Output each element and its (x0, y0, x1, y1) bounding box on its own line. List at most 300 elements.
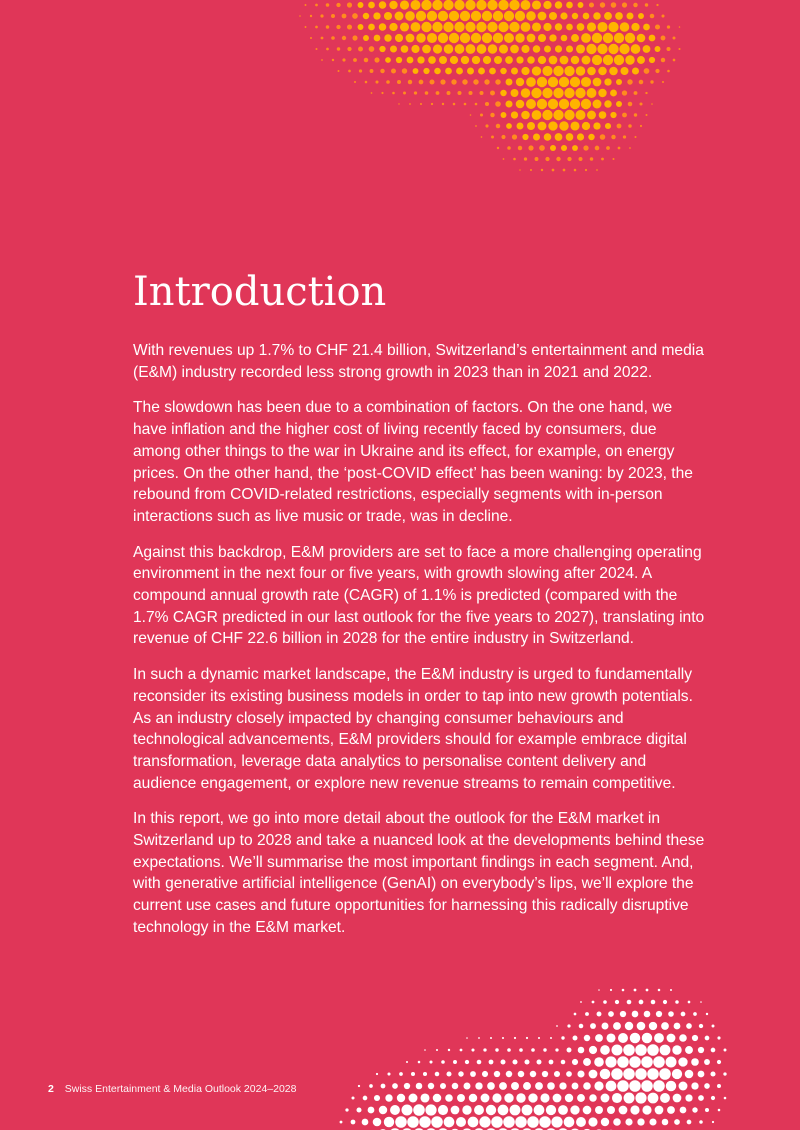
halftone-dot (351, 1120, 356, 1125)
halftone-dot (336, 3, 340, 7)
halftone-dot (447, 91, 451, 95)
halftone-dot (374, 57, 379, 62)
halftone-dot (576, 1117, 586, 1127)
halftone-dot (600, 2, 605, 7)
halftone-dot (542, 66, 552, 76)
halftone-dot (604, 78, 611, 85)
halftone-dot (472, 56, 480, 64)
halftone-dot (543, 23, 551, 31)
halftone-dot (431, 1116, 443, 1128)
halftone-dot (384, 1117, 394, 1127)
halftone-dot (610, 112, 616, 118)
halftone-dot (462, 79, 467, 84)
halftone-dot (578, 2, 584, 8)
halftone-dot (326, 3, 330, 7)
halftone-dot (433, 44, 442, 53)
halftone-dot (659, 1068, 671, 1080)
halftone-dot (381, 1084, 386, 1089)
halftone-dot (387, 1072, 390, 1075)
halftone-dot (587, 22, 596, 31)
halftone-dot (413, 1104, 425, 1116)
halftone-dot (460, 33, 470, 43)
halftone-dot (515, 11, 525, 21)
halftone-dot (540, 1093, 549, 1102)
halftone-dot (655, 69, 659, 73)
halftone-dot (494, 56, 502, 64)
halftone-dot (655, 1106, 664, 1115)
halftone-dot (488, 44, 497, 53)
halftone-dot (658, 989, 661, 992)
halftone-dot (601, 1118, 609, 1126)
halftone-dot (538, 34, 546, 42)
halftone-dot (416, 33, 425, 42)
halftone-dot (634, 113, 637, 116)
halftone-dot (337, 70, 339, 72)
halftone-dot (487, 1082, 495, 1090)
halftone-dot (587, 111, 596, 120)
halftone-dot (717, 1084, 721, 1088)
halftone-dot (581, 77, 591, 87)
halftone-dot (577, 1070, 584, 1077)
halftone-dot (397, 80, 401, 84)
halftone-dot (504, 1093, 513, 1102)
halftone-dot (595, 1106, 603, 1114)
halftone-dot (634, 91, 638, 95)
halftone-dot (484, 79, 489, 84)
halftone-dot (550, 1037, 552, 1039)
halftone-dot (632, 1011, 639, 1018)
halftone-dot (533, 133, 540, 140)
halftone-dot (611, 1068, 623, 1080)
halftone-dot (395, 34, 403, 42)
halftone-dot (651, 1000, 656, 1005)
halftone-dot (479, 1116, 490, 1127)
halftone-dot (649, 35, 656, 42)
halftone-dot (498, 1105, 509, 1116)
halftone-dot (693, 1012, 697, 1016)
halftone-dot (586, 44, 596, 54)
halftone-dot (438, 33, 448, 43)
halftone-dot (645, 3, 648, 6)
halftone-dot (470, 1071, 476, 1077)
halftone-dot (616, 101, 622, 107)
halftone-dot (559, 121, 568, 130)
halftone-dot (623, 135, 626, 138)
halftone-dot (432, 22, 442, 32)
halftone-dot (639, 102, 642, 105)
halftone-dot (622, 2, 627, 7)
halftone-dot (489, 68, 496, 75)
halftone-dot (454, 0, 464, 10)
halftone-dot (503, 158, 505, 160)
halftone-dot (559, 77, 569, 87)
halftone-dots-bottom (334, 989, 727, 1130)
halftone-dot (389, 1, 397, 9)
halftone-dot (532, 66, 541, 75)
halftone-dot (629, 147, 631, 149)
halftone-dot (547, 1082, 555, 1090)
halftone-dot (600, 1069, 611, 1080)
halftone-dot (645, 92, 647, 94)
halftone-dot (498, 22, 508, 32)
halftone-dot (379, 1106, 387, 1114)
halftone-dot (619, 44, 629, 54)
halftone-dot (650, 14, 655, 19)
halftone-dot (442, 103, 444, 105)
halftone-dot (582, 56, 591, 65)
halftone-dot (481, 1094, 490, 1103)
halftone-dot (543, 1048, 546, 1051)
halftone-dot (441, 1060, 445, 1064)
halftone-dot (424, 1049, 426, 1051)
halftone-dot (571, 34, 579, 42)
halftone-dot (724, 1097, 727, 1100)
halftone-dot (526, 99, 536, 109)
halftone-dot (537, 99, 547, 109)
halftone-dot (440, 79, 445, 84)
halftone-dot (395, 1116, 407, 1128)
halftone-dot (718, 1109, 721, 1112)
halftone-dot (505, 100, 512, 107)
halftone-dot (495, 79, 500, 84)
halftone-dot (460, 11, 470, 21)
halftone-dot (487, 0, 497, 10)
halftone-dot (416, 1083, 423, 1090)
halftone-dot (538, 122, 547, 131)
halftone-dot (617, 124, 622, 129)
halftone-dot (704, 1059, 710, 1065)
halftone-dot (443, 22, 453, 32)
halftone-dot (698, 1071, 705, 1078)
halftone-dot (604, 12, 612, 20)
halftone-dot (575, 110, 585, 120)
halftone-dot (405, 11, 415, 21)
halftone-dot (615, 12, 623, 20)
halftone-dot (613, 1118, 621, 1126)
halftone-dot (531, 88, 541, 98)
halftone-dot (527, 34, 536, 43)
halftone-dot (597, 1012, 602, 1017)
halftone-dot (558, 1105, 568, 1115)
halftone-dot (553, 66, 563, 76)
halftone-dot (433, 1094, 442, 1103)
halftone-dot (603, 1000, 607, 1004)
halftone-dot (352, 35, 357, 40)
halftone-dot (667, 70, 670, 73)
halftone-dot (603, 55, 613, 65)
halftone-dot (486, 1105, 496, 1115)
halftone-dot (491, 136, 494, 139)
halftone-dot (399, 1072, 403, 1076)
halftone-dot (385, 57, 391, 63)
halftone-dot (493, 33, 503, 43)
halftone-dot (429, 1060, 432, 1063)
halftone-dot (342, 14, 347, 19)
halftone-dot (590, 1023, 596, 1029)
halftone-dot (653, 1056, 665, 1068)
halftone-dot (625, 33, 635, 43)
halftone-dot (502, 1037, 504, 1039)
halftone-dot (637, 1022, 646, 1031)
halftone-dot (583, 1058, 591, 1066)
halftone-dot (640, 125, 642, 127)
halftone-dot (649, 57, 655, 63)
halftone-dot (419, 80, 424, 85)
halftone-dot (560, 56, 569, 65)
halftone-dot (521, 45, 529, 53)
halftone-dot (668, 1011, 674, 1017)
halftone-dot (548, 77, 558, 87)
halftone-dot (661, 1022, 669, 1030)
intro-paragraph: The slowdown has been due to a combination of factors. On the one hand, we have inflation and the higher cost of living recently faced by consumers, due among other things to the war in Ukraine and its effect, for example, on energy prices. On the other hand, the ‘post-COVID effect’ has been waning: by 2023, the rebound from COVID-related restrictions, especially segments with in-person interactions such as live music or trade, was in decline. (133, 399, 693, 525)
halftone-dot (589, 2, 594, 7)
halftone-dot (631, 44, 641, 54)
halftone-dot (543, 1, 551, 9)
halftone-dot (598, 989, 600, 991)
halftone-dot (692, 1035, 698, 1041)
halftone-dot (685, 1070, 694, 1079)
halftone-dot (483, 1048, 486, 1051)
halftone-dot (564, 1117, 575, 1128)
halftone-dot (711, 1048, 716, 1053)
halftone-dot (348, 70, 351, 73)
halftone-dot (509, 0, 519, 10)
halftone-dot (482, 11, 492, 21)
halftone-dot (347, 47, 351, 51)
halftone-dot (723, 1072, 726, 1075)
halftone-dot (504, 33, 514, 43)
halftone-dot (401, 45, 409, 53)
halftone-dot (566, 133, 574, 141)
halftone-dot (553, 110, 563, 120)
halftone-dot (612, 1093, 622, 1103)
halftone-dot (340, 1121, 343, 1124)
halftone-dot (358, 47, 363, 52)
halftone-dot (510, 45, 519, 54)
halftone-dot (637, 1118, 644, 1125)
halftone-dot (460, 1049, 463, 1052)
halftone-dot (358, 2, 364, 8)
halftone-dot (546, 1105, 556, 1115)
halftone-dot (347, 24, 352, 29)
halftone-dot (585, 1012, 589, 1016)
halftone-dot (400, 0, 409, 9)
halftone-dot (579, 1024, 584, 1029)
halftone-dot (572, 1083, 579, 1090)
halftone-dot (310, 15, 312, 17)
halftone-dot (618, 147, 621, 150)
halftone-dot (567, 1048, 572, 1053)
halftone-dot (538, 1037, 540, 1039)
halftone-dot (530, 1071, 536, 1077)
halftone-dot (662, 1119, 669, 1126)
halftone-dot (475, 103, 478, 106)
halftone-dot (436, 91, 440, 95)
halftone-dot (409, 103, 411, 105)
halftone-dot (526, 77, 536, 87)
halftone-dot (507, 146, 511, 150)
halftone-dot (466, 44, 476, 54)
halftone-dot (555, 45, 562, 52)
halftone-dot (423, 68, 429, 74)
halftone-dot (634, 989, 637, 992)
halftone-dot (516, 100, 525, 109)
halftone-dot (395, 12, 404, 21)
halftone-dot (428, 1083, 434, 1089)
halftone-dot (364, 58, 369, 63)
halftone-dot (601, 158, 604, 161)
halftone-dot (380, 69, 384, 73)
halftone-dot (526, 11, 536, 21)
halftone-dot (315, 4, 318, 7)
halftone-dot (589, 1046, 597, 1054)
halftone-dot (347, 2, 352, 7)
halftone-dot (574, 169, 577, 172)
halftone-dot (477, 44, 487, 54)
halftone-dot (532, 22, 541, 31)
halftone-dot (528, 145, 533, 150)
halftone-dot (402, 68, 407, 73)
halftone-dot (571, 56, 579, 64)
halftone-dot (554, 1071, 560, 1077)
halftone-dot (583, 1106, 592, 1115)
halftone-dot (420, 1093, 429, 1102)
halftone-dot (332, 59, 334, 61)
halftone-dot (416, 11, 426, 21)
halftone-dot (422, 45, 431, 54)
halftone-dot (462, 1105, 471, 1114)
halftone-dot (679, 1034, 687, 1042)
halftone-dot (611, 1044, 622, 1055)
halftone-dot (458, 1071, 463, 1076)
halftone-dot (642, 1105, 651, 1114)
halftone-dot (556, 1025, 558, 1027)
halftone-dot (470, 114, 472, 116)
halftone-dot (371, 92, 373, 94)
halftone-dot (537, 77, 547, 87)
halftone-dot (698, 1095, 704, 1101)
halftone-dot (698, 1047, 704, 1053)
halftone-dot (673, 1094, 682, 1103)
halftone-dot (421, 0, 431, 10)
halftone-dot (555, 23, 562, 30)
halftone-dot (518, 146, 522, 150)
halftone-dot (480, 113, 483, 116)
halftone-dot (644, 68, 650, 74)
halftone-dot (594, 1081, 603, 1090)
halftone-dot (686, 1023, 692, 1029)
halftone-dot (631, 23, 639, 31)
halftone-dot (570, 121, 579, 130)
halftone-dot (495, 101, 501, 107)
halftone-dot (499, 44, 508, 53)
halftone-dot (672, 1069, 682, 1079)
halftone-dot (406, 1061, 408, 1063)
halftone-dot (535, 1082, 543, 1090)
halftone-dot (427, 11, 437, 21)
halftone-dot (445, 68, 452, 75)
halftone-dot (391, 69, 396, 74)
halftone-dot (475, 125, 477, 127)
halftone-dot (501, 1060, 506, 1065)
halftone-dot (614, 33, 624, 43)
halftone-dot (572, 145, 578, 151)
halftone-dot (539, 145, 545, 151)
halftone-dot (594, 1057, 604, 1067)
halftone-dot (565, 1094, 573, 1102)
halftone-dot (622, 90, 627, 95)
halftone-dot (445, 1094, 453, 1102)
halftone-dot (674, 1023, 681, 1030)
halftone-dot (548, 99, 558, 109)
halftone-dot (639, 80, 644, 85)
halftone-dot (675, 1000, 679, 1004)
halftone-dot (485, 124, 488, 127)
halftone-dot (666, 1081, 677, 1092)
halftone-dot (610, 989, 612, 991)
halftone-dot (647, 1044, 659, 1056)
halftone-dot (595, 146, 600, 151)
halftone-dot (518, 1071, 525, 1078)
halftone-dot (620, 67, 628, 75)
halftone-dot (564, 66, 574, 76)
halftone-dot (533, 45, 541, 53)
halftone-dot (620, 22, 630, 32)
halftone-dot (539, 1116, 551, 1128)
halftone-dot (629, 1056, 641, 1068)
halftone-dot (467, 68, 474, 75)
halftone-dot (453, 1060, 457, 1064)
halftone-dot (519, 1048, 523, 1052)
halftone-dot (376, 1073, 378, 1075)
halftone-dot (646, 114, 648, 116)
halftone-dot (617, 1056, 629, 1068)
halftone-dot (436, 1049, 438, 1051)
halftone-dot (611, 135, 615, 139)
halftone-dot (495, 1048, 498, 1051)
halftone-dot (667, 1034, 676, 1043)
halftone-dot (501, 112, 507, 118)
halftone-dot (662, 81, 664, 83)
halftone-dot (492, 1093, 501, 1102)
halftone-dot (370, 69, 374, 73)
halftone-dot (549, 12, 557, 20)
halftone-dot (431, 103, 433, 105)
halftone-dot (432, 0, 442, 10)
halftone-dot (608, 22, 618, 32)
halftone-dot (620, 1011, 626, 1017)
halftone-dot (305, 26, 307, 28)
halftone-dot (528, 1093, 537, 1102)
halftone-dot (389, 23, 397, 31)
halftone-dot (705, 1036, 710, 1041)
halftone-dot (465, 0, 475, 10)
halftone-dot (506, 1071, 512, 1077)
halftone-dot (595, 1034, 603, 1042)
halftone-dot (451, 79, 456, 84)
halftone-dot (619, 1106, 628, 1115)
halftone-dot (606, 146, 610, 150)
halftone-dot (617, 1080, 629, 1092)
halftone-dot (345, 1108, 348, 1111)
halftone-dot (408, 80, 412, 84)
halftone-dot (477, 1060, 482, 1065)
halftone-dot (685, 1094, 692, 1101)
halftone-dot (649, 1118, 656, 1125)
halftone-dot (481, 136, 483, 138)
halftone-dot (517, 123, 524, 130)
halftone-dot (374, 35, 381, 42)
